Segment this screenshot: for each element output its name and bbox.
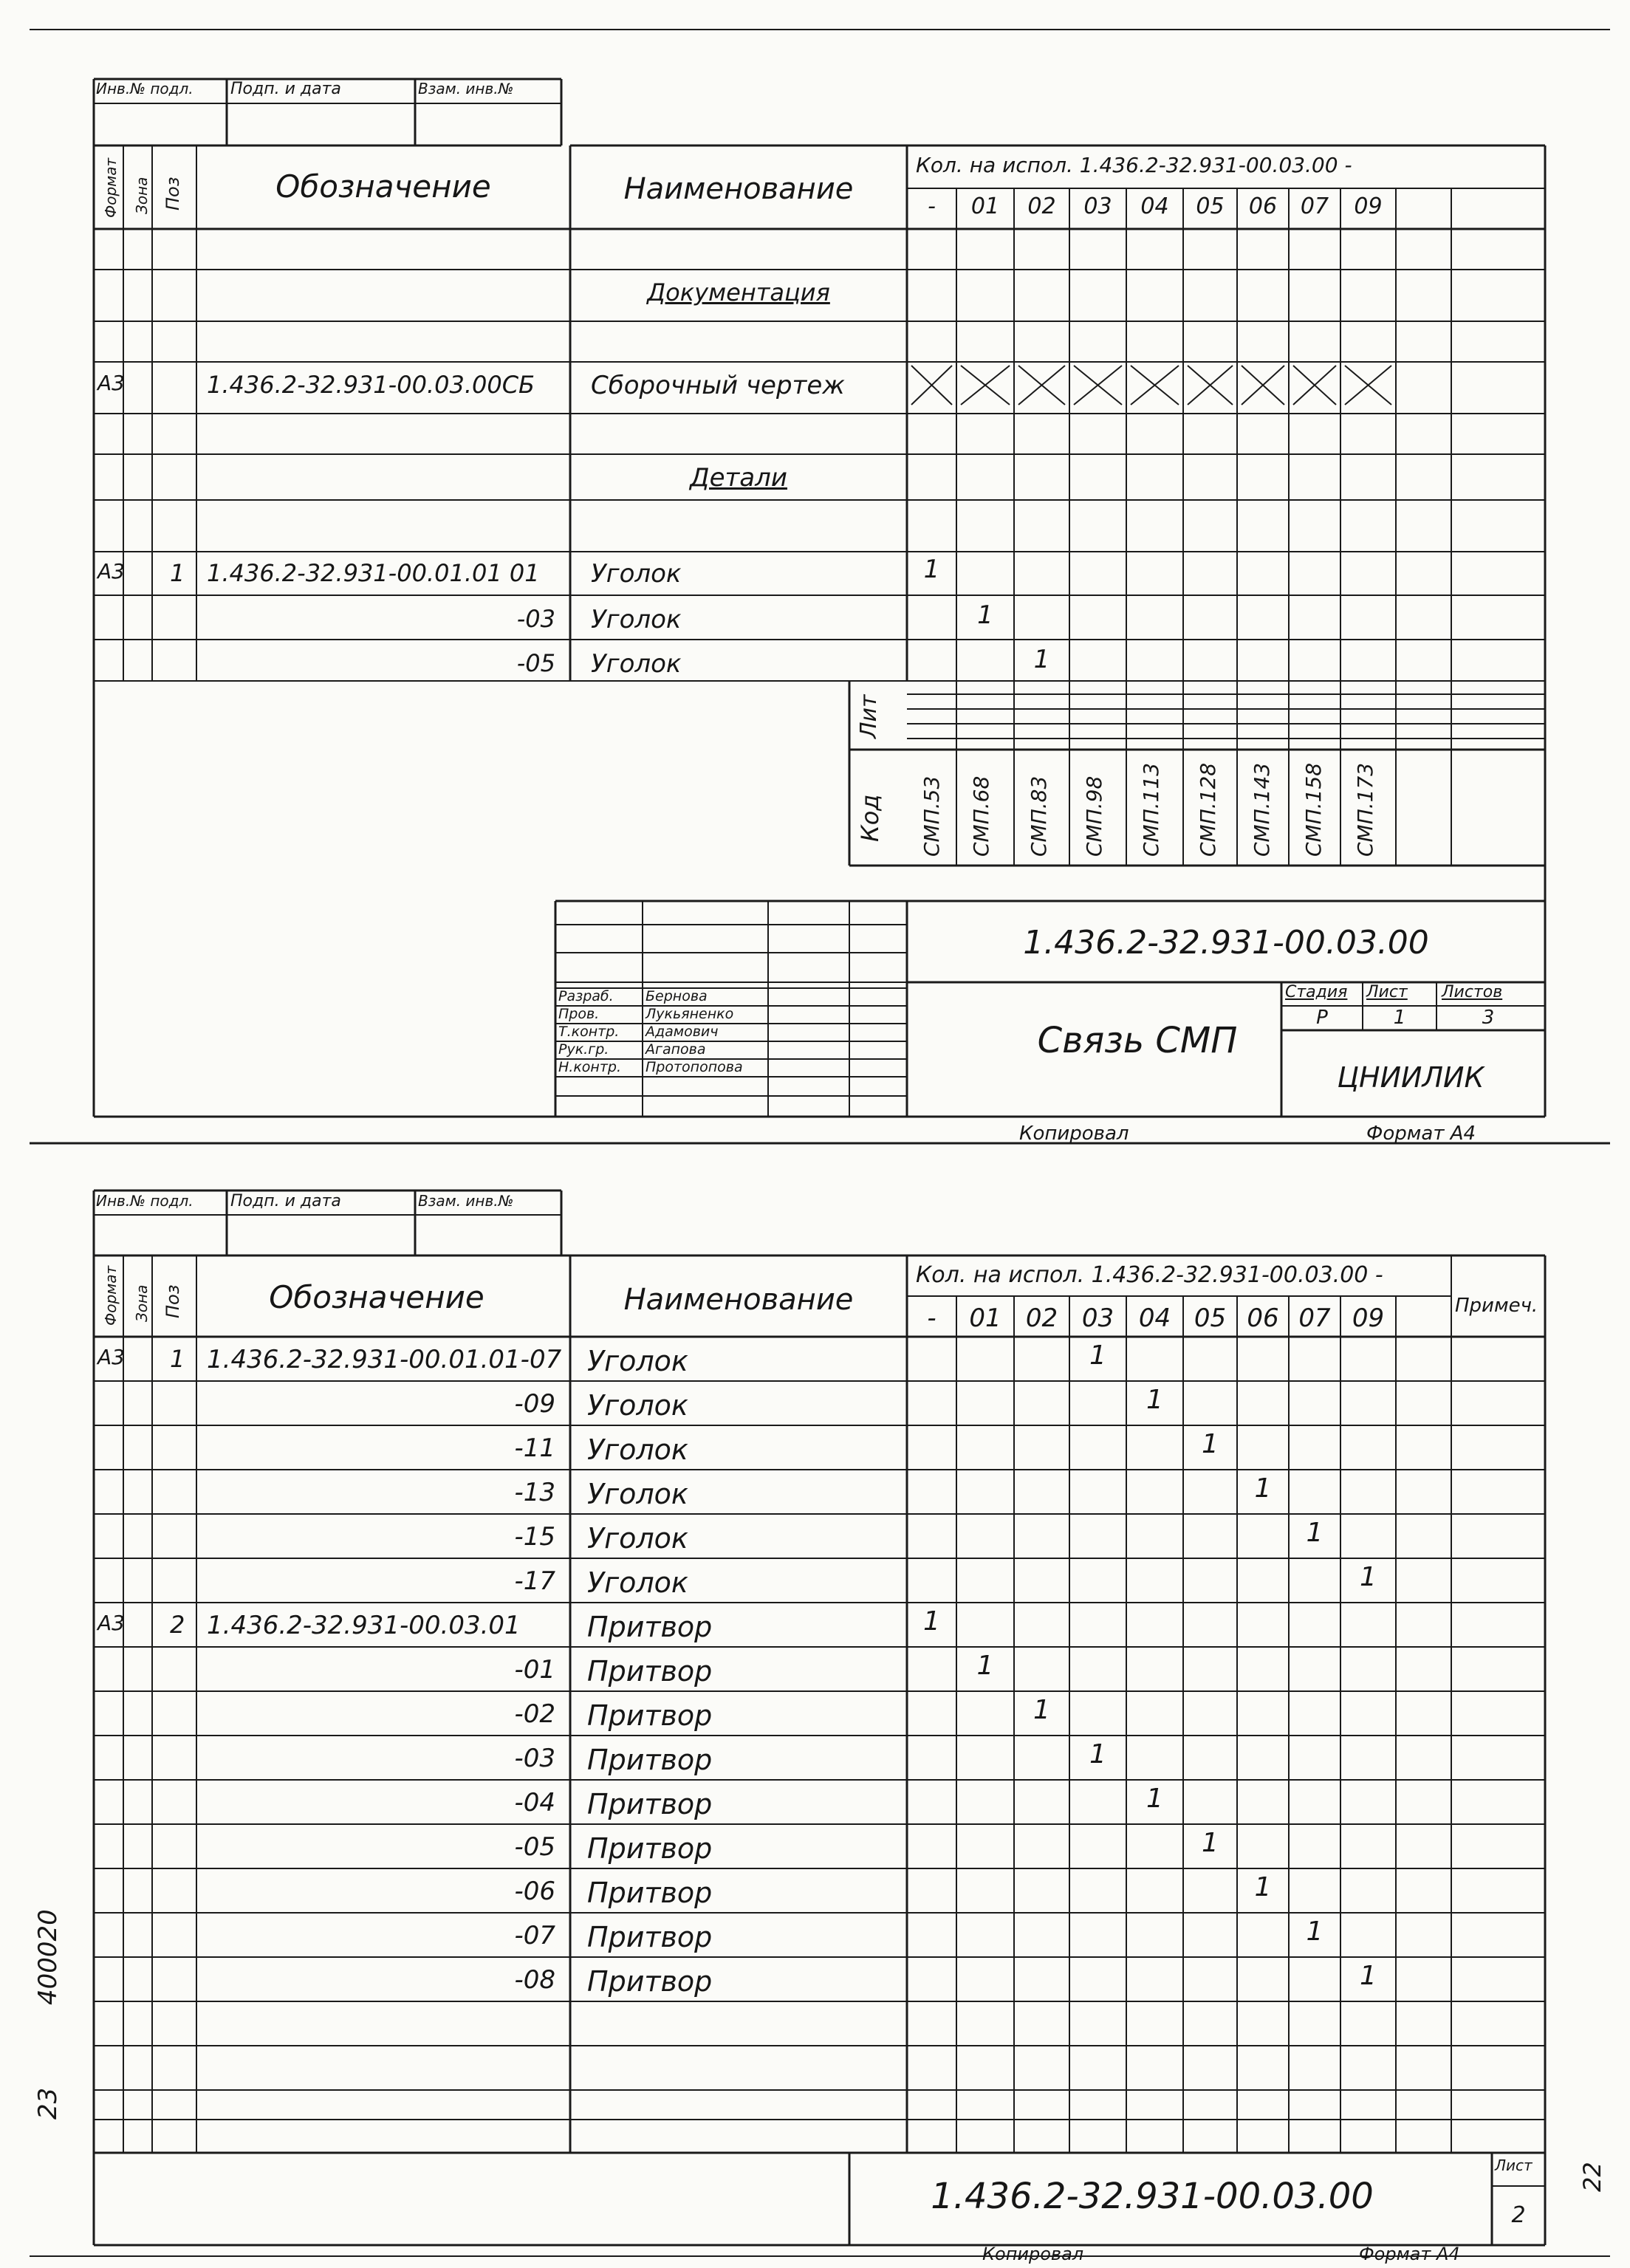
row-qty: 1: [1202, 1828, 1219, 1858]
row-designation: 1.436.2-32.931-00.01.01 01: [207, 559, 540, 587]
signature-name: Лукьяненко: [646, 1006, 734, 1022]
row-designation: -02: [514, 1699, 555, 1729]
signature-role: Пров.: [558, 1006, 600, 1022]
row-format: А3: [97, 559, 125, 583]
header-name: Наименование: [623, 1283, 854, 1317]
signature-role: Рук.гр.: [558, 1041, 609, 1058]
archive-number: 400020: [33, 1909, 63, 2005]
header-variant-8: 09: [1354, 193, 1383, 219]
row-designation: -04: [514, 1788, 555, 1818]
row-name: Притвор: [587, 1877, 713, 1909]
header-variant-1: 01: [970, 193, 1000, 219]
format-label: Формат А4: [1366, 1123, 1476, 1145]
row-qty: 1: [1254, 1473, 1272, 1504]
stamp-sign-date: Подп. и дата: [230, 80, 341, 98]
signature-role: Т.контр.: [558, 1024, 620, 1040]
row-format: А3: [97, 371, 125, 395]
header-zone: Зона: [133, 1284, 151, 1322]
row-name: Притвор: [587, 1921, 713, 1953]
header-pos: Поз: [162, 177, 183, 210]
row-qty: 1: [1306, 1916, 1323, 1947]
row-designation: -15: [514, 1522, 555, 1552]
row-qty: 1: [1146, 1385, 1163, 1415]
row-name: Притвор: [587, 1744, 713, 1776]
row-name: Уголок: [591, 559, 682, 589]
code-5: СМП.128: [1196, 762, 1220, 857]
row-name: Притвор: [587, 1699, 713, 1732]
row-qty: 1: [1033, 1695, 1050, 1725]
section-documentation: Документация: [647, 278, 830, 306]
row-name: Притвор: [587, 1655, 713, 1688]
page-number-right: 22: [1578, 2162, 1606, 2192]
row-name: Уголок: [587, 1433, 688, 1466]
row-designation: -09: [514, 1389, 555, 1419]
row-designation: -05: [514, 1832, 555, 1862]
row-designation: -11: [514, 1433, 555, 1463]
stamp-replace-inv: Взам. инв.№: [418, 1192, 514, 1210]
header-pos: Поз: [162, 1284, 183, 1318]
stage-label: Стадия: [1285, 983, 1348, 1001]
header-variant-7: 07: [1298, 1303, 1331, 1333]
row-name: Сборочный чертеж: [591, 371, 845, 400]
row-qty: 1: [1360, 1562, 1377, 1592]
header-format: Формат: [102, 1265, 120, 1326]
stage-value: Р: [1316, 1007, 1328, 1029]
row-format: А3: [97, 1611, 125, 1635]
header-note: Примеч.: [1455, 1295, 1538, 1317]
row-name: Уголок: [591, 605, 682, 634]
header-variant-2: 02: [1027, 193, 1056, 219]
row-qty: 1: [1306, 1518, 1323, 1548]
row-qty: 1: [923, 555, 940, 584]
row-format: А3: [97, 1345, 125, 1369]
row-name: Притвор: [587, 1832, 713, 1865]
code-0: СМП.53: [920, 775, 944, 857]
row-designation: -13: [514, 1478, 555, 1507]
row-qty: 1: [1202, 1429, 1219, 1459]
header-variant-3: 03: [1081, 1303, 1114, 1333]
row-name: Уголок: [591, 649, 682, 679]
row-qty: 1: [1089, 1739, 1106, 1769]
header-name: Наименование: [623, 172, 854, 206]
code-2: СМП.83: [1027, 775, 1051, 857]
row-designation: -08: [514, 1965, 555, 1995]
row-name: Притвор: [587, 1788, 713, 1820]
header-variant-0: -: [928, 193, 936, 219]
row-designation: -03: [516, 605, 555, 633]
stamp-inv-no: Инв.№ подл.: [96, 1192, 194, 1210]
row-qty: 1: [977, 600, 993, 630]
sheet-label: Лист: [1366, 983, 1408, 1001]
sheets-value: 3: [1482, 1007, 1495, 1029]
row-qty: 1: [1254, 1872, 1272, 1902]
title-name: Связь СМП: [1037, 1020, 1238, 1061]
sheet-label: Лист: [1495, 2156, 1533, 2174]
copied-label: Копировал: [982, 2244, 1084, 2264]
signature-role: Разраб.: [558, 988, 614, 1004]
header-variant-6: 06: [1247, 1303, 1279, 1333]
row-qty: 1: [1089, 1340, 1106, 1371]
sheets-label: Листов: [1442, 983, 1503, 1001]
format-label: Формат А4: [1359, 2244, 1460, 2264]
header-variant-8: 09: [1352, 1303, 1385, 1333]
row-designation: -01: [514, 1655, 555, 1685]
row-qty: 1: [1033, 645, 1050, 674]
sheet-value: 1: [1393, 1007, 1406, 1029]
row-name: Уголок: [587, 1478, 688, 1510]
header-zone: Зона: [133, 177, 151, 214]
row-designation: -07: [514, 1921, 555, 1950]
row-designation: 1.436.2-32.931-00.01.01-07: [207, 1345, 562, 1374]
page-number-left: 23: [33, 2087, 63, 2120]
row-qty: 1: [1360, 1961, 1377, 1991]
code-label: Код: [856, 794, 884, 842]
org-name: ЦНИИЛИК: [1337, 1061, 1485, 1094]
row-designation: -17: [514, 1566, 555, 1596]
row-qty: 1: [1146, 1784, 1163, 1814]
header-variant-4: 04: [1138, 1303, 1171, 1333]
row-name: Притвор: [587, 1965, 713, 1998]
row-name: Уголок: [587, 1389, 688, 1422]
row-name: Уголок: [587, 1522, 688, 1555]
signature-role: Н.контр.: [558, 1059, 622, 1075]
signature-name: Протопопова: [646, 1059, 743, 1075]
code-1: СМП.68: [969, 775, 993, 857]
title-doc-number: 1.436.2-32.931-00.03.00: [1023, 924, 1429, 962]
signature-name: Бернова: [646, 988, 708, 1004]
header-designation: Обозначение: [275, 168, 491, 205]
header-variant-5: 05: [1196, 193, 1225, 219]
row-name: Уголок: [587, 1345, 688, 1377]
stamp-sign-date: Подп. и дата: [230, 1192, 341, 1210]
header-designation: Обозначение: [269, 1279, 484, 1315]
row-name: Уголок: [587, 1566, 688, 1599]
header-variant-4: 04: [1140, 193, 1169, 219]
row-name: Притвор: [587, 1611, 713, 1643]
stamp-inv-no: Инв.№ подл.: [96, 80, 194, 97]
header-variant-7: 07: [1300, 193, 1329, 219]
header-variant-6: 06: [1248, 193, 1278, 219]
code-6: СМП.143: [1250, 762, 1274, 857]
sheet-value: 2: [1511, 2202, 1526, 2228]
row-pos: 2: [170, 1611, 185, 1639]
code-8: СМП.173: [1353, 762, 1377, 857]
header-variant-2: 02: [1025, 1303, 1058, 1333]
row-designation: -05: [516, 649, 555, 677]
header-variant-3: 03: [1083, 193, 1112, 219]
lit-label: Лит: [856, 694, 882, 739]
signature-name: Агапова: [646, 1041, 706, 1058]
stamp-replace-inv: Взам. инв.№: [418, 80, 514, 97]
row-pos: 1: [170, 559, 185, 587]
header-variant-0: -: [927, 1303, 936, 1333]
code-4: СМП.113: [1139, 762, 1163, 857]
row-designation: -06: [514, 1877, 555, 1906]
header-qty-title: Кол. на испол. 1.436.2-32.931-00.03.00 -: [916, 153, 1352, 177]
code-3: СМП.98: [1082, 775, 1106, 857]
row-pos: 1: [170, 1345, 185, 1373]
row-qty: 1: [976, 1651, 994, 1681]
header-variant-5: 05: [1194, 1303, 1227, 1333]
header-qty-title: Кол. на испол. 1.436.2-32.931-00.03.00 -: [916, 1262, 1383, 1288]
row-designation: -03: [514, 1744, 555, 1773]
section-details: Детали: [690, 463, 787, 493]
title-doc-number: 1.436.2-32.931-00.03.00: [931, 2176, 1374, 2217]
header-format: Формат: [102, 157, 120, 218]
code-7: СМП.158: [1301, 762, 1326, 857]
header-variant-1: 01: [969, 1303, 1001, 1333]
row-qty: 1: [923, 1606, 940, 1637]
row-designation: 1.436.2-32.931-00.03.00СБ: [207, 371, 535, 399]
signature-name: Адамович: [646, 1024, 719, 1040]
row-designation: 1.436.2-32.931-00.03.01: [207, 1611, 521, 1640]
copied-label: Копировал: [1019, 1123, 1129, 1145]
